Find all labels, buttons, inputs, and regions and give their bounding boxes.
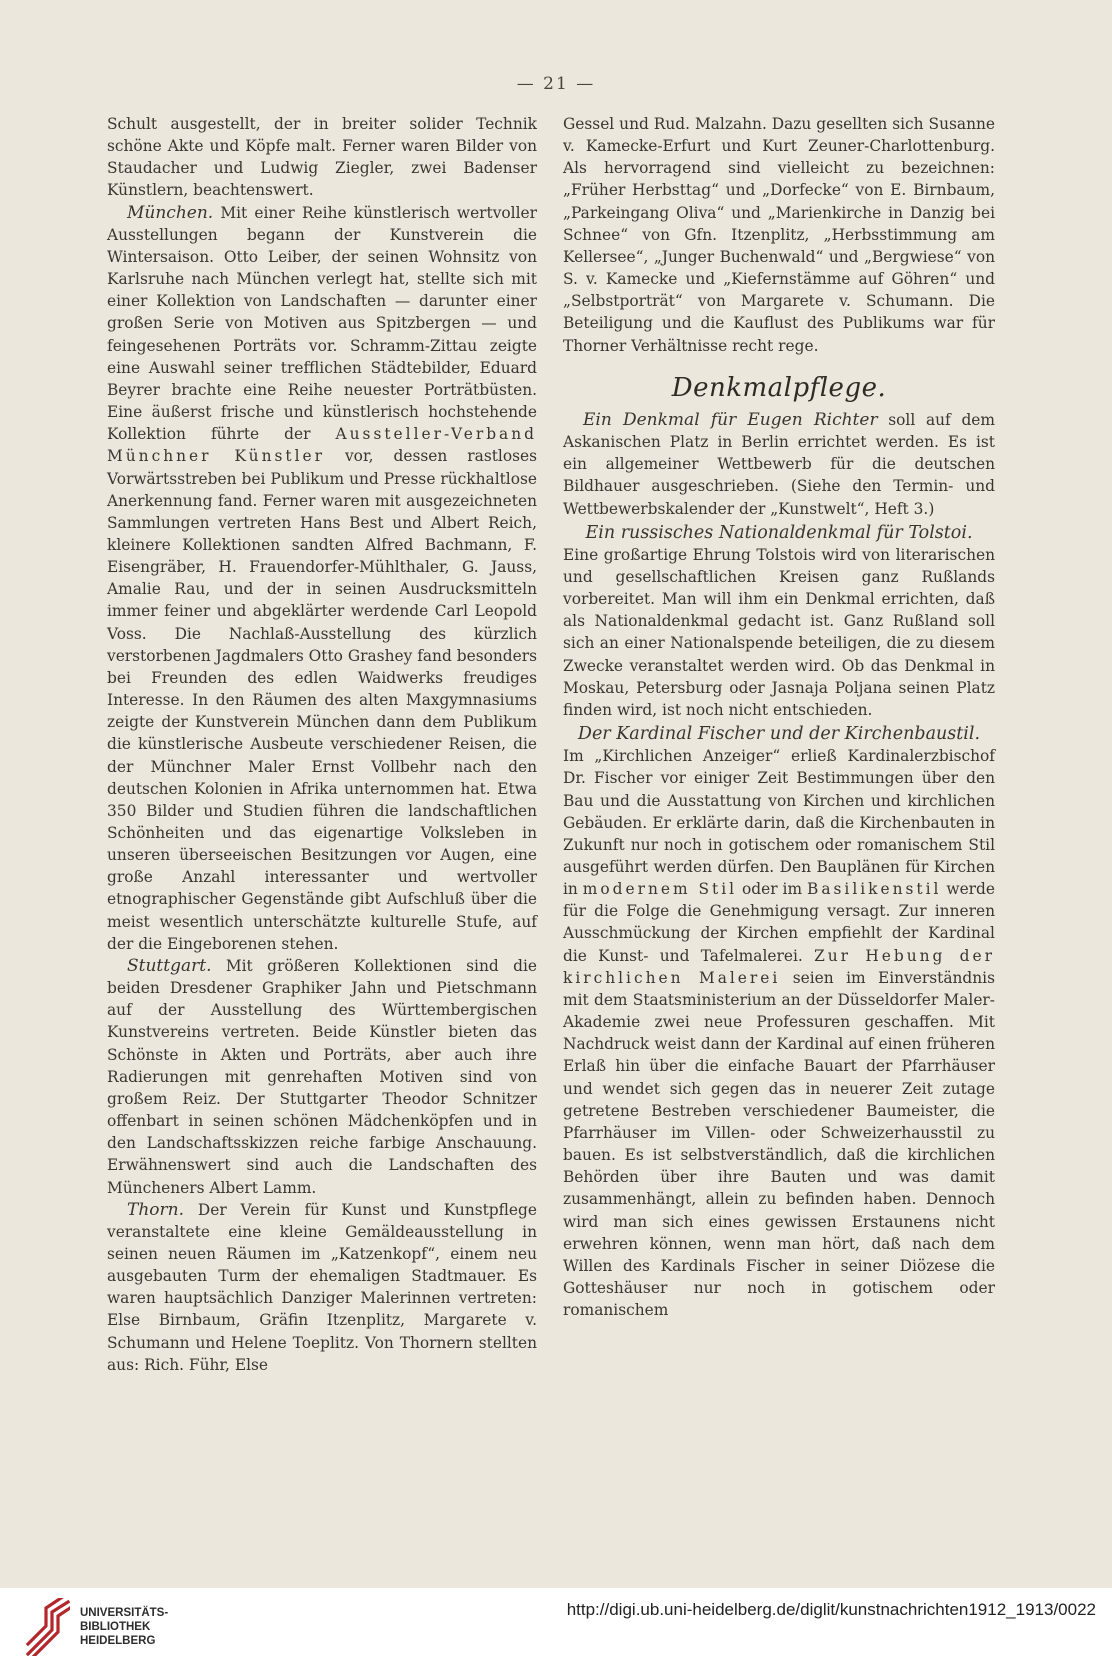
article-richter: Ein Denkmal für Eugen Richter soll auf dem Askanischen Platz in Berlin errichtet werden. Es ist ein allgemeiner Wettbewerb für die deutschen Bildhauer ausgeschrieben. (Siehe den Termin- und Wettbewerbskalender der „Kunstwelt“, Heft 3.)	[563, 409, 995, 518]
spaced-text: Aussteller-Verband Münchner Künstler	[107, 425, 537, 466]
spaced-text: Zur Hebung der kirchlichen Malerei	[563, 946, 995, 987]
article-heading: Ein Denkmal für Eugen Richter	[583, 409, 878, 430]
city-heading: München.	[127, 202, 214, 223]
paragraph-intro: Schult ausgestellt, der in breiter solider Technik schöne Akte und Köpfe malt. Ferner waren Bilder von Staudacher und Ludwig Ziegler, zwei Badenser Künstlern, beachtenswert.	[107, 115, 537, 200]
spaced-text: modernem Stil	[582, 880, 738, 899]
paragraph-muenchen: München. Mit einer Reihe künstlerisch wertvoller Ausstellungen begann der Kunstverein die Wintersaison. Otto Leiber, der seinen Wohnsitz von Karlsruhe nach München verlegt hat, stellte sich mit einer Kollektion von Landschaften — darunter einer großen Serie von Motiven aus Spitzbergen — und feingesehenen Porträts vor. Schramm-Zittau zeigte eine Auswahl seiner trefflichen Städtebilder, Eduard Beyrer brachte eine Reihe neuester Porträtbüsten. Eine äußerst frische und künstlerisch hochstehende Kollektion führte der Aussteller-Verband Münchner Künstler vor, dessen rastloses Vorwärtsstreben bei Publikum und Presse rückhaltlose Anerkennung fand. Ferner waren mit ausgezeichneten Sammlungen vertreten Hans Best und Albert Reich, kleinere Kollektionen sandten Alfred Bachmann, F. Eisengräber, H. Frauendorfer-Mühlthaler, G. Jauss, Amalie Rau, und der in seinen Ausdrucksmitteln immer feiner und abgeklärter werdende Carl Leopold Voss. Die Nachlaß-Ausstellung des kürzlich verstorbenen Jagdmalers Otto Grashey fand besonders bei Freunden des edlen Waidwerks freudiges Interesse. In den Räumen des alten Maxgymnasiums zeigte der Kunstverein München dann dem Publikum die künstlerische Ausbeute verschiedener Reisen, die der Münchner Maler Ernst Vollbehr nach den deutschen Kolonien in Afrika unternommen hat. Etwa 350 Bilder und Studien führen die landschaftlichen Schönheiten und das eigenartige Volksleben in unseren überseeischen Besitzungen vor Augen, eine große Anzahl interessanter und wertvoller etnographischer Gegenstände gibt Aufschluß über die meist wesentlich unterschätzte kulturelle Stufe, auf der die Eingeborenen stehen.	[107, 202, 538, 953]
paragraph-stuttgart: Stuttgart. Mit größeren Kollektionen sind die beiden Dresdener Graphiker Jahn und Pietschmann auf der Ausstellung des Württembergischen Kunstvereins vertreten. Beide Künstler bieten das Schönste in Akten und Porträts, aber auch ihre Radierungen mit genrehaften Motiven sind von großem Reiz. Der Stuttgarter Theodor Schnitzer offenbart in seinen schönen Mädchenköpfen und in den Landschaftsskizzen reiche farbige Anschauung. Erwähnenswert sind auch die Landschaften des Müncheners Albert Lamm.	[107, 955, 537, 1197]
article-heading: Der Kardinal Fischer und der Kirchenbaustil.	[577, 724, 981, 745]
page-number: — 21 —	[516, 74, 596, 94]
left-column	[107, 113, 537, 1376]
article-kardinal: Im „Kirchlichen Anzeiger“ erließ Kardinalerzbischof Dr. Fischer vor einiger Zeit Bestimmungen über den Bau und die Ausstattung von Kirchen und kirchlichen Gebäuden. Er erklärte darin, daß die Kirchenbauten in Zukunft nur noch in gotischem oder romanischem Stil ausgeführt werden dürfen. Den Bauplänen für Kirchen in modernem Stil oder im Basilikenstil werde für die Folge die Genehmigung versagt. Zur inneren Ausschmückung der Kirchen empfiehlt der Kardinal die Kunst- und Tafelmalerei. Zur Hebung der kirchlichen Malerei seien im Einverständnis mit dem Staatsministerium an der Düsseldorfer Maler-Akademie zwei neue Professuren geschaffen. Mit Nachdruck weist dann der Kardinal auf einen früheren Erlaß hin über die einfache Bauart der Pfarrhäuser und wendet sich gegen das in neuerer Zeit zutage getretene Bestreben verschiedener Baumeister, die Pfarrhäuser im Villen- oder Schweizerhausstil zu bauen. Es ist selbstverständlich, daß die kirchlichen Behörden über ihre Bauten und was damit zusammenhängt, allein zu befinden haben. Dennoch wird man sich eines gewissen Erstaunens nicht erwehren können, wenn man hört, daß nach dem Willen des Kardinals Fischer in seiner Diözese die Gotteshäuser nur noch in gotischem oder romanischem	[563, 747, 995, 1320]
footer-bar	[0, 1588, 1112, 1667]
source-url[interactable]: http://digi.ub.uni-heidelberg.de/diglit/kunstnachrichten1912_1913/0022	[566, 1600, 1096, 1619]
city-heading: Thorn.	[127, 1199, 185, 1220]
spaced-text: Basilikenstil	[807, 880, 942, 899]
article-tolstoi: Eine großartige Ehrung Tolstois wird von literarischen und gesellschaftlichen Kreisen ganz Rußlands vorbereitet. Man will ihm ein Denkmal errichten, daß als Nationaldenkmal gedacht ist. Ganz Rußland soll sich an einer Nationalspende beteiligen, die zu diesem Zwecke veranstaltet werden wird. Ob das Denkmal in Moskau, Petersburg oder Jasnaja Poljana seinen Platz finden wird, ist noch nicht entschieden.	[563, 545, 995, 719]
city-heading: Stuttgart.	[127, 955, 212, 976]
right-column	[563, 113, 995, 1321]
paragraph-thorn-continued: Gessel und Rud. Malzahn. Dazu gesellten sich Susanne v. Kamecke-Erfurt und Kurt Zeuner-Charlottenburg. Als hervorragend sind vielleicht zu bezeichnen: „Früher Herbsttag“ und „Dorfecke“ von E. Birnbaum, „Parkeingang Oliva“ und „Marienkirche in Danzig bei Schnee“ von Gfn. Itzenplitz, „Herbsstimmung am Kellersee“, „Junger Buchenwald“ und „Bergwiese“ von S. v. Kamecke und „Kiefernstämme auf Göhren“ und „Selbstporträt“ von Margarete v. Schumann. Die Beteiligung und die Kauflust des Publikums war für Thorner Verhältnisse recht rege.	[563, 115, 995, 355]
library-logo-text: UNIVERSITÄTS- BIBLIOTHEK HEIDELBERG	[80, 1607, 169, 1647]
article-heading: Ein russisches Nationaldenkmal für Tolstoi.	[585, 522, 973, 543]
section-heading: Denkmalpflege.	[671, 372, 887, 403]
library-logo-icon	[24, 1598, 70, 1656]
paragraph-thorn: Thorn. Der Verein für Kunst und Kunstpflege veranstaltete eine kleine Gemäldeausstellung in seinen neuen Räumen im „Katzenkopf“, einem neu ausgebauten Turm der ehemaligen Stadtmauer. Es waren hauptsächlich Danziger Malerinnen vertreten: Else Birnbaum, Gräfin Itzenplitz, Margarete v. Schumann und Helene Toeplitz. Von Thornern stellten aus: Rich. Führ, Else	[107, 1199, 537, 1374]
